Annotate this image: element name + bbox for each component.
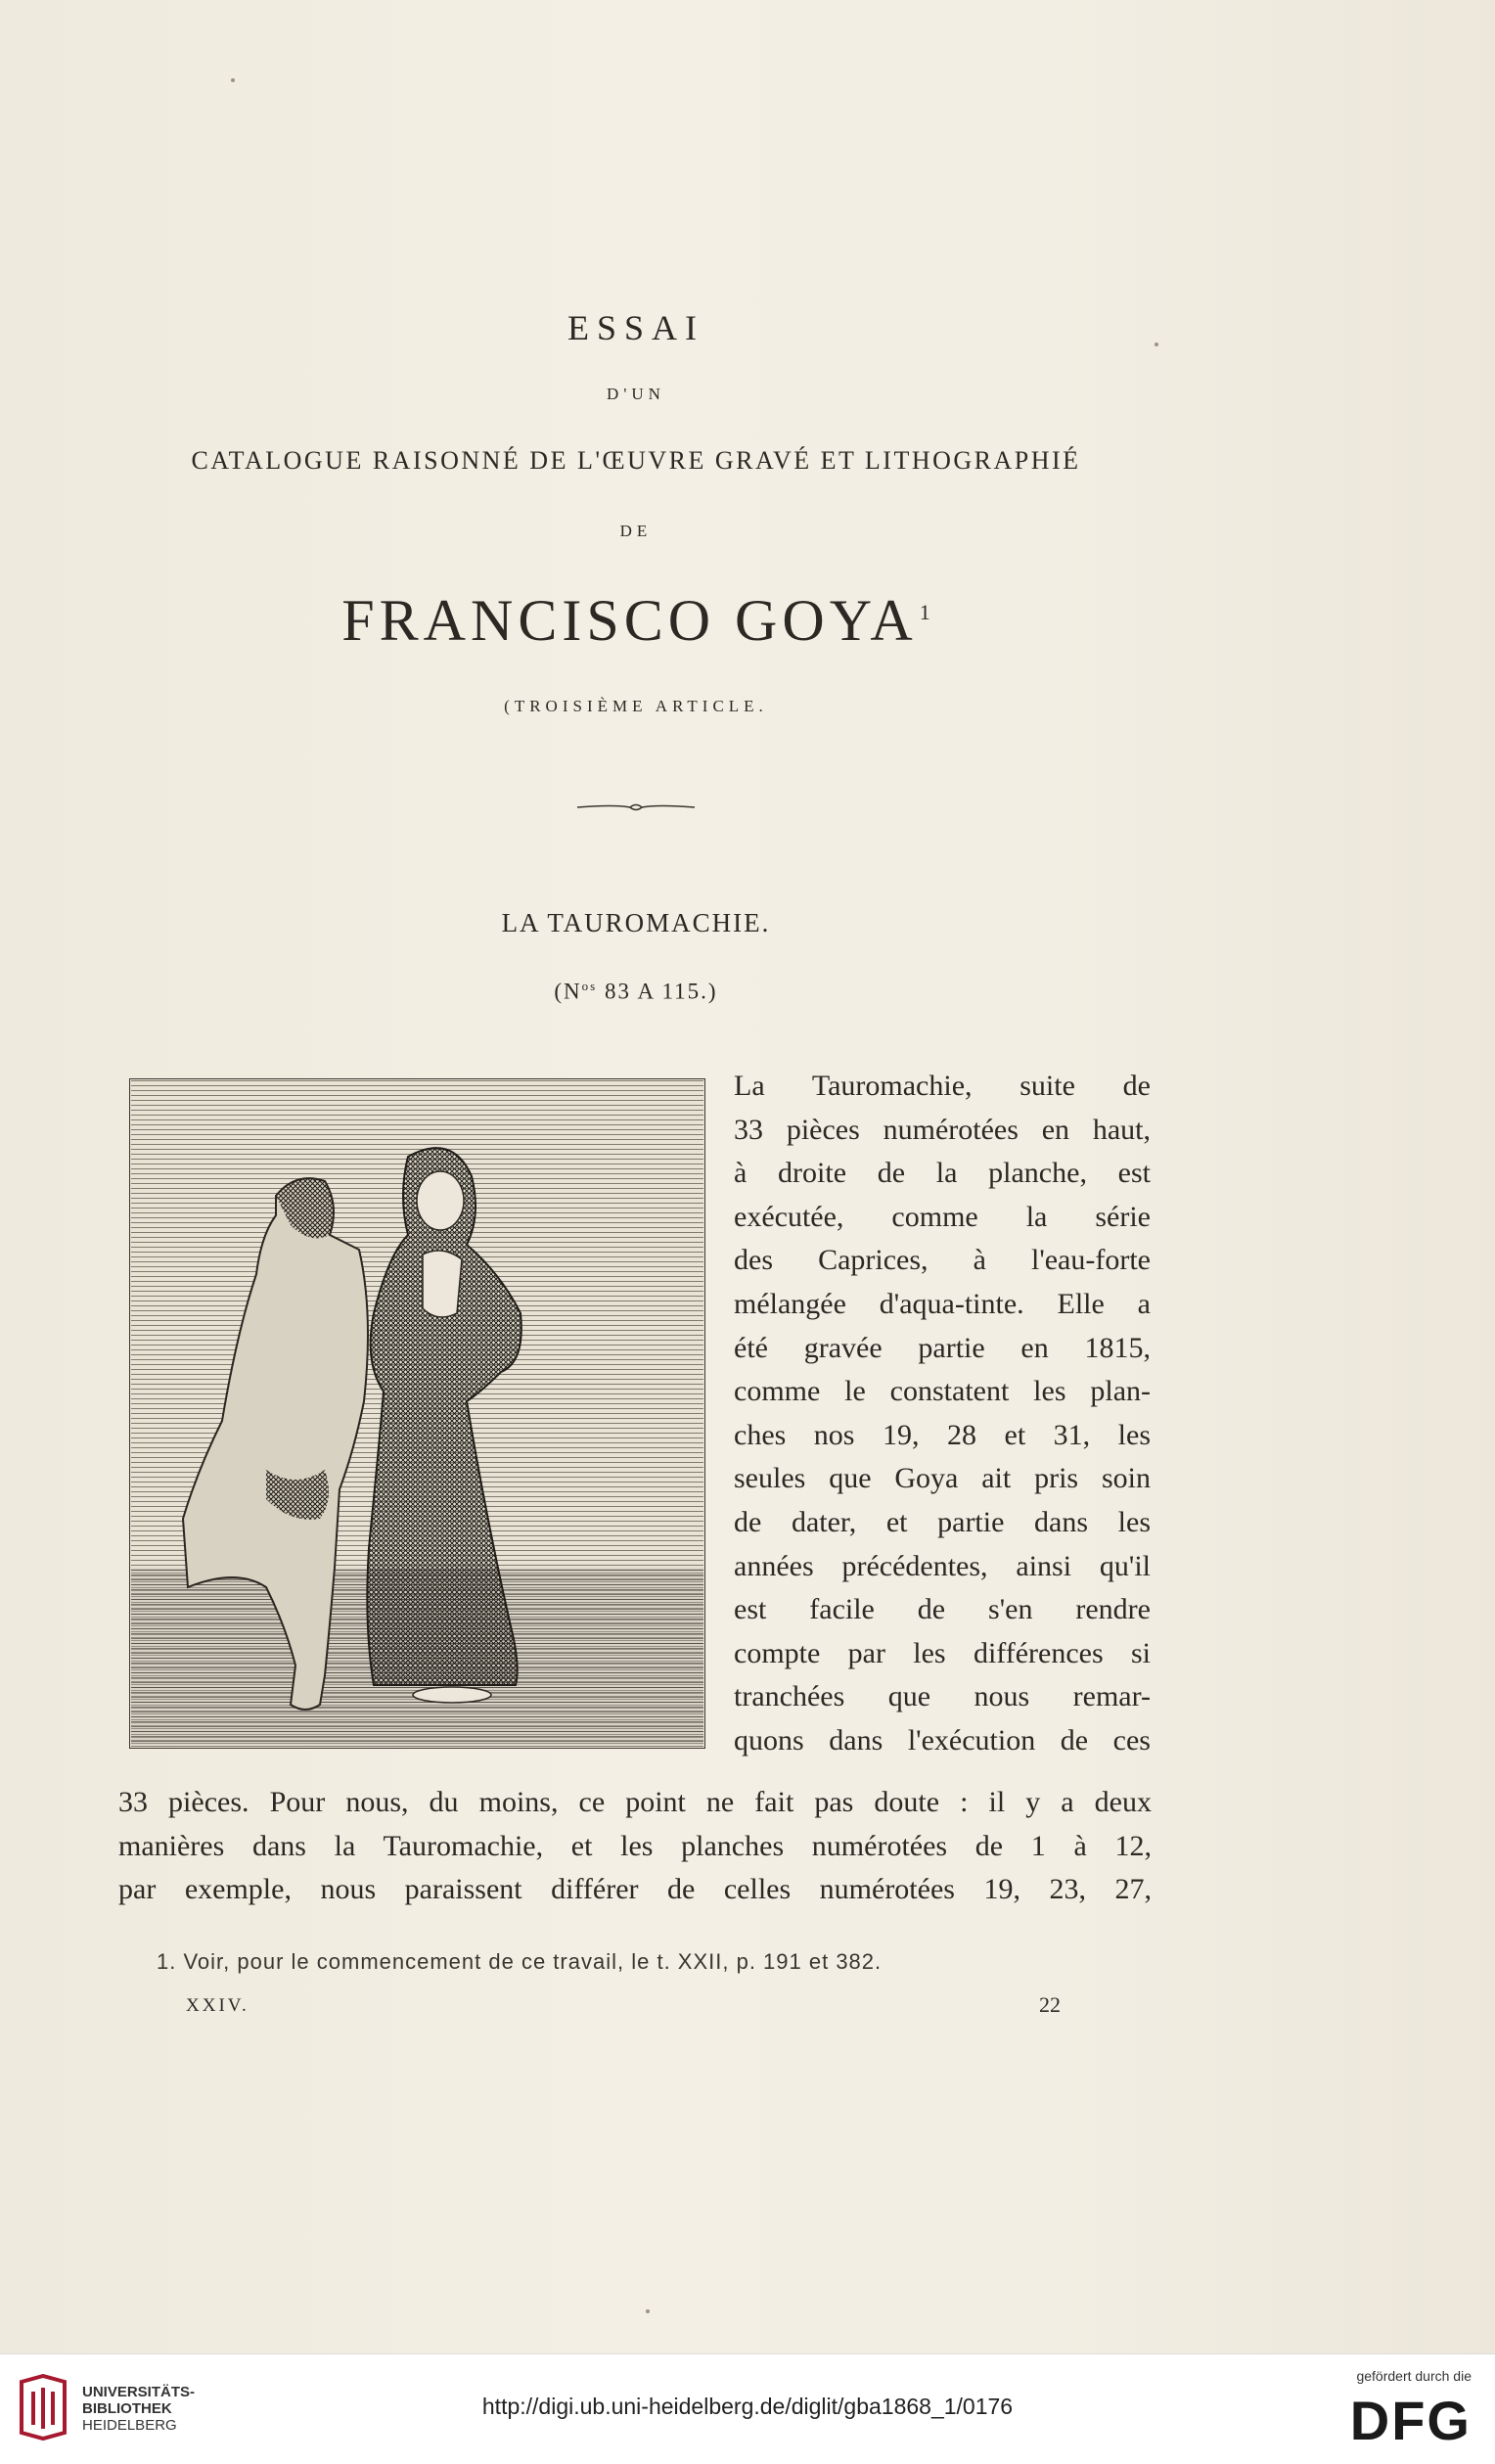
heading-dun: D'UN — [607, 385, 665, 403]
body-text-wrapped — [734, 1065, 1151, 1763]
heading-article: (TROISIÈME ARTICLE. — [504, 697, 768, 715]
source-url-link[interactable]: http://digi.ub.uni-heidelberg.de/diglit/gba1868_1/0176 — [481, 2394, 1014, 2419]
body-text-full — [118, 1781, 1152, 1912]
text-line: compte par les différences si — [734, 1636, 1151, 1669]
text-line: seules que Goya ait pris soin — [734, 1462, 1151, 1495]
text-line: quons dans l'exécution de ces — [734, 1723, 1151, 1757]
engraving-illustration — [129, 1078, 705, 1749]
library-name: UNIVERSITÄTS- BIBLIOTHEK HEIDELBERG — [82, 2384, 196, 2434]
dfg-logo: DFG — [1349, 2390, 1472, 2451]
text-line: 33 pièces. Pour nous, du moins, ce point ne fait pas doute : il y a deux — [118, 1786, 1152, 1818]
text-line: de dater, et partie dans les — [734, 1505, 1151, 1538]
page-number: 22 — [1039, 1992, 1061, 2017]
funded-by-label: gefördert durch die — [1356, 2368, 1472, 2384]
text-line: manières dans la Tauromachie, et les planches numérotées de 1 à 12, — [118, 1829, 1152, 1862]
heading-name-text: FRANCISCO GOYA — [341, 588, 918, 653]
footnote-mark: 1 — [919, 600, 930, 624]
text-line: années précédentes, ainsi qu'il — [734, 1549, 1151, 1582]
text-line: à droite de la planche, est — [734, 1157, 1151, 1190]
heading-essai: ESSAI — [566, 308, 705, 347]
section-numbers: ($N^{os}$ 83 A 115.) — [554, 979, 718, 1004]
footer-bar — [0, 2353, 1495, 2464]
paper-speck — [646, 2309, 650, 2313]
text-line: par exemple, nous paraissent différer de celles numérotées 19, 23, 27, — [118, 1873, 1152, 1906]
text-line: 33 pièces numérotées en haut, — [734, 1113, 1151, 1146]
text-line: tranchées que nous remar- — [734, 1680, 1151, 1713]
text-line: ches nos 19, 28 et 31, les — [734, 1418, 1151, 1451]
paper-speck — [1155, 342, 1158, 346]
text-line: été gravée partie en 1815, — [734, 1331, 1151, 1364]
ornament-divider — [575, 800, 697, 814]
footnote: 1. Voir, pour le commencement de ce travail, le t. XXII, p. 191 et 382. — [157, 1949, 883, 1974]
text-line: comme le constatent les plan- — [734, 1375, 1151, 1408]
signature-mark: XXIV. — [186, 1995, 249, 2016]
section-title: LA TAUROMACHIE. — [501, 908, 771, 937]
text-line: est facile de s'en rendre — [734, 1593, 1151, 1626]
text-line: La Tauromachie, suite de — [734, 1070, 1151, 1102]
text-line: mélangée d'aqua-tinte. Elle a — [734, 1287, 1151, 1320]
heading-de: DE — [619, 522, 653, 540]
paper-speck — [231, 78, 235, 82]
text-line: exécutée, comme la série — [734, 1200, 1151, 1233]
heading-name — [0, 587, 1272, 655]
heading-catalogue: CATALOGUE RAISONNÉ DE L'ŒUVRE GRAVÉ ET LITHOGRAPHIÉ — [191, 446, 1081, 475]
text-line: des Caprices, à l'eau-forte — [734, 1244, 1151, 1277]
